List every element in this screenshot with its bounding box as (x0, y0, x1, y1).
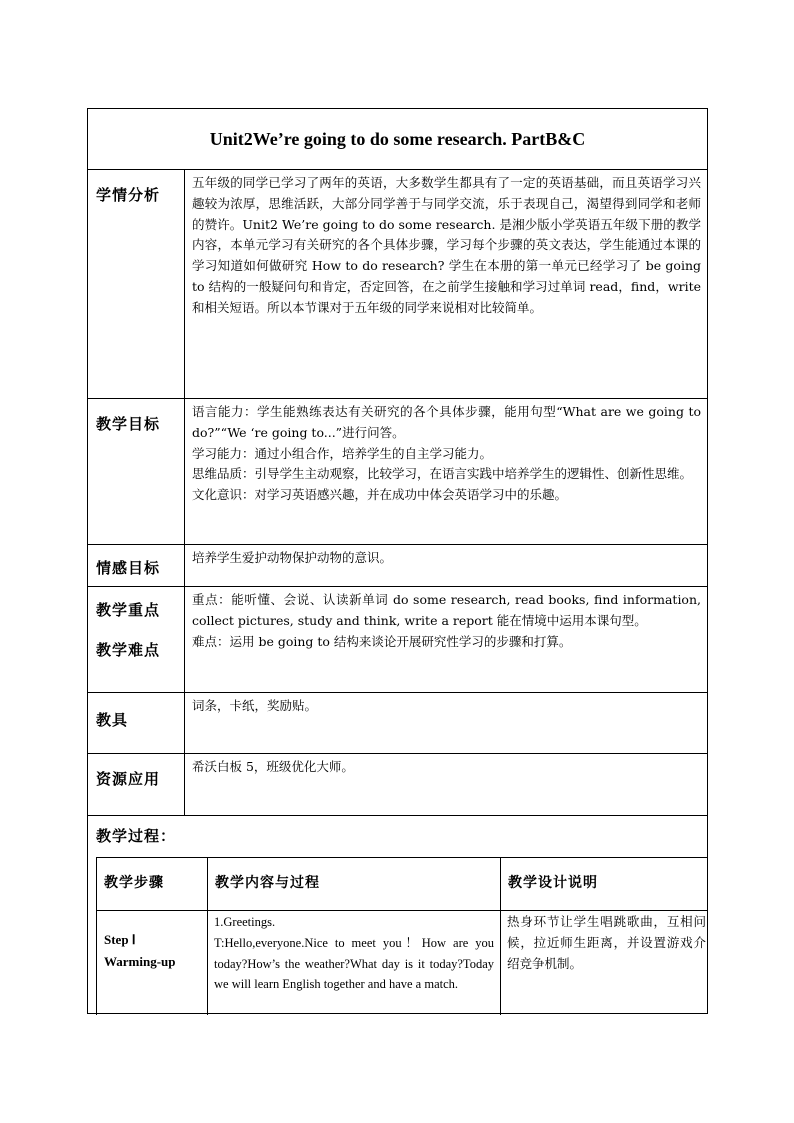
label-line: 教学目标 (96, 415, 161, 433)
content-paragraph: 培养学生爱护动物保护动物的意识。 (192, 550, 393, 565)
row-resources (88, 754, 707, 816)
content-line: 1.Greetings. (214, 915, 276, 929)
row-label (88, 399, 185, 544)
content-paragraph: 词条，卡纸，奖励贴。 (192, 698, 318, 713)
row-emotional-goal (88, 545, 707, 587)
header-content (208, 858, 501, 911)
row-label (88, 754, 185, 815)
process-table (96, 857, 708, 1015)
header-design-text: 教学设计说明 (508, 875, 598, 891)
label-line: 资源应用 (96, 770, 161, 788)
row-content (192, 757, 701, 778)
content-paragraph: 难点：运用 be going to 结构来谈论开展研究性学习的步骤和打算。 (192, 633, 572, 649)
row-content (192, 548, 701, 569)
row-student-analysis (88, 170, 707, 399)
row-label (88, 693, 185, 753)
row-label (88, 170, 185, 398)
content-paragraph: 文化意识：对学习英语感兴趣，并在成功中体会英语学习中的乐趣。 (192, 487, 568, 503)
row-teaching-objectives (88, 399, 707, 545)
label-line: 教学难点 (96, 641, 161, 659)
row-content (192, 173, 701, 319)
label-line: 情感目标 (96, 559, 161, 577)
label-line: 教具 (96, 711, 129, 729)
row-content (192, 402, 701, 506)
label-line: 学情分析 (96, 186, 161, 204)
label-line: 教学重点 (96, 601, 161, 619)
content-paragraph: 思维品质：引导学生主动观察，比较学习，在语言实践中培养学生的逻辑性、创新性思维。 (192, 466, 693, 482)
row-content (192, 590, 701, 652)
header-step (97, 858, 208, 911)
row-key-points (88, 587, 707, 693)
row-teaching-aids (88, 693, 707, 754)
content-paragraph: 学习能力：通过小组合作，培养学生的自主学习能力。 (192, 445, 493, 461)
document-title (88, 109, 707, 170)
content-paragraph: 语言能力：学生能熟练表达有关研究的各个具体步骤，能用句型“What are we going to do?”“We ‘re going to...”进行问答。 (192, 404, 701, 440)
row-label (88, 587, 185, 692)
content-paragraph: 希沃白板 5，班级优化大师。 (192, 759, 354, 774)
teaching-process-section (88, 816, 707, 1015)
header-step-text: 教学步骤 (104, 875, 164, 891)
step-design-cell (501, 911, 708, 1015)
header-design (501, 858, 708, 911)
step-number: Step Ⅰ (104, 932, 136, 947)
title-text: Unit2We’re going to do some research. PartB&C (209, 128, 586, 149)
row-content (192, 696, 701, 717)
content-line: T:Hello,everyone.Nice to meet you！How are you today?How’s the weather?What day is it today?Today we will learn English together and have a match. (214, 935, 494, 992)
content-paragraph: 五年级的同学已学习了两年的英语，大多数学生都具有了一定的英语基础，而且英语学习兴趣较为浓厚，思维活跃，大部分同学善于与同学交流，乐于表现自己，渴望得到同学和老师的赞许。Unit2 We’re going to do some research. 是湘少版小学英语五年级下册的教学内容，本单元学习有关研究的各个具体步骤，学习每个步骤的英文表达，学生能通过本课的学习知道如何做研究 How to do research? 学生在本册的第一单元已经学习了 be going to 结构的一般疑问句和肯定，否定回答，在之前学生接触和学习过单词 read，find，write 和相关短语。所以本节课对于五年级的同学来说相对比较简单。 (192, 175, 701, 315)
step-name-cell (97, 911, 208, 1015)
lesson-plan-table (87, 108, 708, 1014)
process-heading: 教学过程： (96, 827, 177, 845)
step-content-cell (208, 911, 501, 1015)
design-note: 热身环节让学生唱跳歌曲，互相问候，拉近师生距离，并设置游戏介绍竞争机制。 (507, 914, 706, 971)
header-content-text: 教学内容与过程 (215, 875, 320, 891)
step-title: Warming-up (104, 954, 176, 969)
content-paragraph: 重点：能听懂、会说、认读新单词 do some research, read books, find information, collect pictures, study and think, write a report 能在情境中运用本课句型。 (192, 592, 701, 628)
row-label (88, 545, 185, 586)
